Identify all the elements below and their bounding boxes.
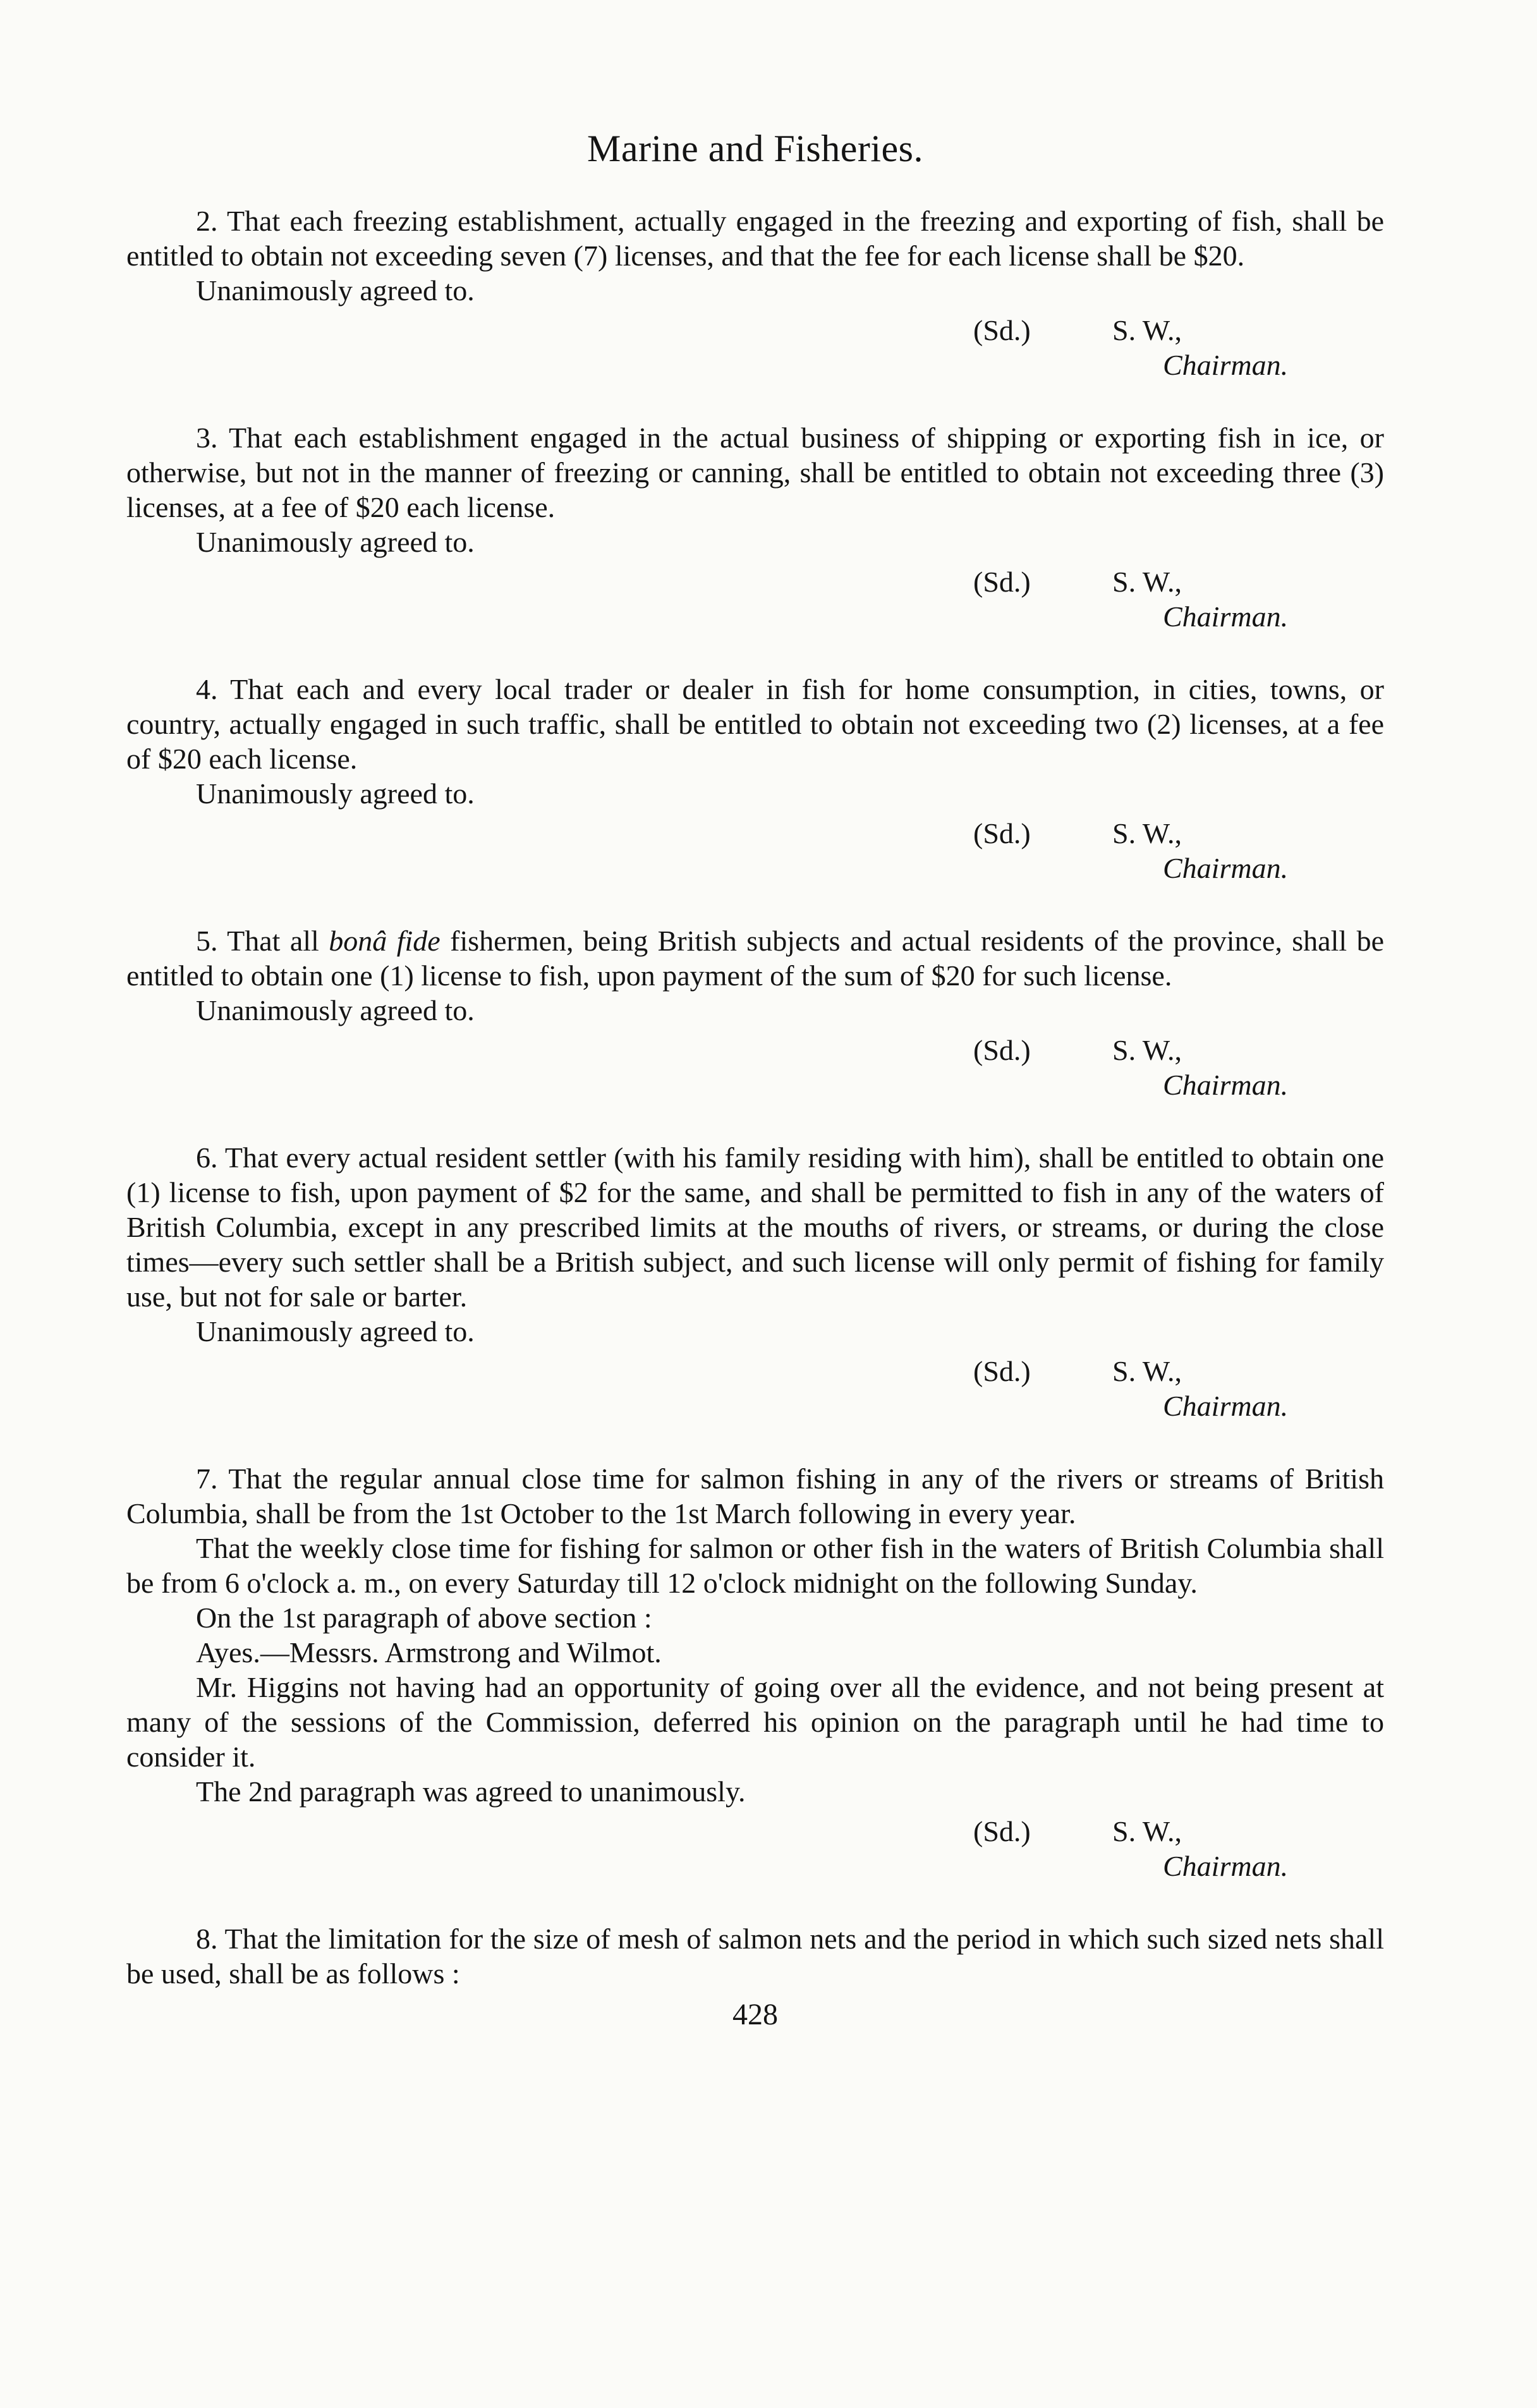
page-number: 428 [732, 1998, 778, 2031]
signer-name: S. W., [1112, 1034, 1182, 1066]
signer-name: S. W., [1112, 566, 1182, 598]
signer-name: S. W., [1112, 1355, 1182, 1387]
signer-name: S. W., [1112, 817, 1182, 849]
section-7-weekly-close-time: That the weekly close time for fishing for salmon or other fish in the waters of British Columbia shall be from 6 o'clock a. m., on every Saturday till 12 o'clock midnight on the following Sunday. [126, 1532, 1384, 1599]
section-7-note: On the 1st paragraph of above section : [196, 1602, 652, 1634]
signer-role: Chairman. [1163, 1390, 1289, 1422]
signed-mark: (Sd.) [973, 1355, 1031, 1387]
signature-block [126, 313, 1384, 382]
signer-role: Chairman. [1163, 600, 1289, 633]
section-4 [126, 672, 1384, 885]
signature-block [126, 1354, 1384, 1423]
signed-mark: (Sd.) [973, 1034, 1031, 1066]
section-5-text [126, 923, 1384, 993]
section-2-text: 2. That each freezing establishment, actually engaged in the freezing and exporting of fish, shall be entitled to obtain not exceeding seven (7) licenses, and that the fee for each license shall be $20. [126, 205, 1384, 272]
section-6-agreed: Unanimously agreed to. [196, 1315, 475, 1347]
section-6 [126, 1140, 1384, 1423]
section-7-ayes: Ayes.—Messrs. Armstrong and Wilmot. [196, 1636, 662, 1669]
signer-name: S. W., [1112, 1815, 1182, 1847]
signature-block [126, 1814, 1384, 1883]
section-7-text: 7. That the regular annual close time for salmon fishing in any of the rivers or streams of British Columbia, shall be from the 1st October to the 1st March following in every year. [126, 1462, 1384, 1529]
signed-mark: (Sd.) [973, 817, 1031, 849]
section-4-agreed: Unanimously agreed to. [196, 777, 475, 810]
section-3-agreed: Unanimously agreed to. [196, 526, 475, 558]
section-5-text-start: 5. That all [196, 925, 329, 957]
signed-mark: (Sd.) [973, 566, 1031, 598]
signer-role: Chairman. [1163, 1850, 1289, 1882]
section-2-agreed: Unanimously agreed to. [196, 274, 475, 307]
signed-mark: (Sd.) [973, 1815, 1031, 1847]
section-7-higgins-note: Mr. Higgins not having had an opportunity of going over all the evidence, and not being present at many of the sessions of the Commission, deferred his opinion on the paragraph until he had time to consider it. [126, 1671, 1384, 1773]
section-5-text-end: fishermen, being British subjects and actual residents of the province, shall be entitled to obtain one (1) license to fish, upon payment of the sum of $20 for such license. [126, 925, 1384, 992]
signer-name: S. W., [1112, 314, 1182, 346]
signer-role: Chairman. [1163, 852, 1289, 884]
section-3 [126, 420, 1384, 634]
signer-role: Chairman. [1163, 349, 1289, 381]
signature-block [126, 1033, 1384, 1102]
section-5-agreed: Unanimously agreed to. [196, 994, 475, 1026]
page-title: Marine and Fisheries. [586, 128, 924, 169]
section-7 [126, 1461, 1384, 1883]
section-2 [126, 204, 1384, 382]
section-8 [126, 1921, 1384, 1991]
signer-role: Chairman. [1163, 1069, 1289, 1101]
section-7-agreed: The 2nd paragraph was agreed to unanimously. [196, 1775, 746, 1808]
signature-block [126, 816, 1384, 885]
signed-mark: (Sd.) [973, 314, 1031, 346]
signature-block [126, 564, 1384, 634]
section-5 [126, 923, 1384, 1102]
section-4-text: 4. That each and every local trader or dealer in fish for home consumption, in cities, towns, or country, actually engaged in such traffic, shall be entitled to obtain not exceeding two (2) licenses, at a fee of $20 each license. [126, 673, 1384, 775]
section-8-text: 8. That the limitation for the size of mesh of salmon nets and the period in which such sized nets shall be used, shall be as follows : [126, 1923, 1384, 1990]
section-6-text: 6. That every actual resident settler (with his family residing with him), shall be entitled to obtain one (1) license to fish, upon payment of $2 for the same, and shall be permitted to fish in any of the waters of British Columbia, except in any prescribed limits at the mouths of rivers, or streams, or during the close times—every such settler shall be a British subject, and such license will only permit of fishing for family use, but not for sale or barter. [126, 1141, 1384, 1313]
document-page [126, 126, 1384, 2032]
section-5-italic-term: bonâ fide [329, 925, 440, 957]
section-3-text: 3. That each establishment engaged in the actual business of shipping or exporting fish in ice, or otherwise, but not in the manner of freezing or canning, shall be entitled to obtain not exceeding three (3) licenses, at a fee of $20 each license. [126, 422, 1384, 523]
